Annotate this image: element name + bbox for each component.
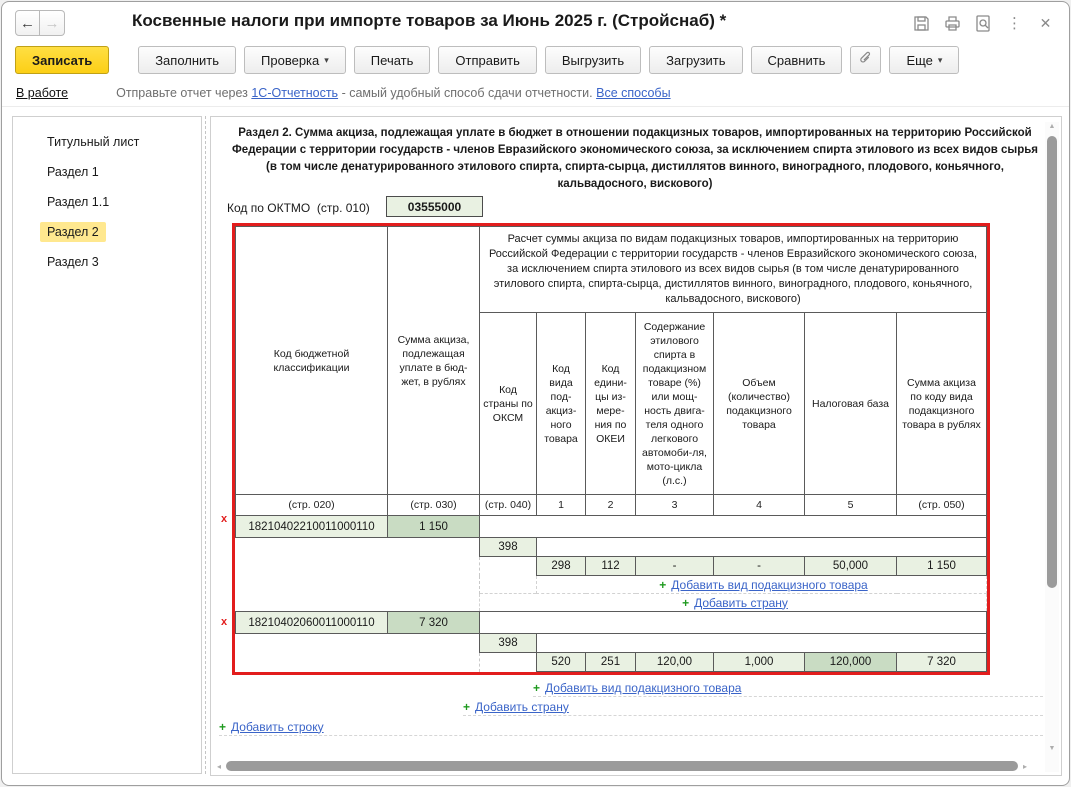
col-header-alcohol-content: Содержание этилового спирта в подакцизном товаре (%) или мощ-ность двига-теля одного легкового автомоби-ля, мото-цикла (л.с.) (636, 313, 714, 495)
unit-cell[interactable]: 251 (586, 653, 636, 672)
add-product-type-link[interactable]: Добавить вид подакцизного товара (671, 577, 868, 592)
all-methods-link[interactable]: Все способы (596, 86, 671, 100)
vertical-scrollbar-thumb[interactable] (1047, 136, 1057, 588)
chevron-down-icon: ▾ (324, 54, 329, 65)
paperclip-icon (858, 51, 873, 69)
country-row (236, 538, 987, 557)
sidebar-item-section-1[interactable]: Раздел 1 (47, 165, 99, 179)
forward-button[interactable] (40, 10, 65, 36)
record-button[interactable]: Записать (15, 46, 109, 74)
titlebar (2, 2, 1069, 42)
volume-cell[interactable]: 1,000 (714, 653, 805, 672)
send-button[interactable]: Отправить (438, 46, 536, 74)
plus-icon: + (463, 699, 471, 714)
plus-icon: + (682, 595, 690, 610)
nav-buttons (15, 10, 65, 36)
product-row (236, 653, 987, 672)
scroll-left-icon[interactable]: ◂ (216, 761, 221, 771)
app-window (1, 1, 1070, 786)
scroll-right-icon[interactable]: ▸ (1022, 761, 1027, 771)
tax-base-cell[interactable]: 120,000 (805, 653, 897, 672)
attachments-button[interactable] (850, 46, 881, 74)
product-type-cell[interactable]: 520 (537, 653, 586, 672)
kbk-row (236, 612, 987, 634)
report-state-link[interactable]: В работе (16, 86, 69, 100)
add-product-type-row (533, 679, 1043, 697)
oktmo-label: Код по ОКТМО (227, 201, 311, 215)
row-refs: (стр. 020) (стр. 030) (стр. 040) 1 2 3 4 5 (стр. 050) (236, 495, 987, 516)
kbk-cell[interactable]: 18210402210011000110 (236, 516, 388, 538)
plus-icon: + (219, 719, 227, 734)
col-header-kbk: Код бюджетной классификации (236, 227, 388, 495)
add-product-type-link[interactable]: Добавить вид подакцизного товара (545, 680, 742, 695)
titlebar-icons (912, 14, 1055, 33)
horizontal-scrollbar[interactable] (214, 759, 1042, 773)
sidebar-item-section-3[interactable]: Раздел 3 (47, 255, 99, 269)
save-icon[interactable] (912, 14, 931, 33)
1c-reporting-link[interactable]: 1С-Отчетность (251, 86, 339, 100)
section-2-panel (210, 116, 1062, 776)
horizontal-scrollbar-thumb[interactable] (226, 761, 1018, 771)
excise-amount-cell[interactable]: 1 150 (897, 557, 987, 576)
tax-base-cell[interactable]: 50,000 (805, 557, 897, 576)
back-button[interactable] (15, 10, 40, 36)
vertical-scrollbar[interactable] (1045, 122, 1059, 772)
status-message: Отправьте отчет через 1С-Отчетность - самый удобный способ сдачи отчетности. Все способы (116, 86, 671, 100)
col-header-volume: Объем (количество) подакцизного товара (714, 313, 805, 495)
delete-row-icon[interactable]: х (221, 616, 228, 628)
chevron-down-icon: ▾ (937, 54, 943, 65)
sidebar-item-section-2[interactable]: Раздел 2 (13, 217, 201, 247)
more-menu-icon[interactable]: ⋮ (1007, 14, 1022, 32)
current-area-highlight (232, 223, 990, 675)
print-icon[interactable] (943, 14, 962, 33)
col-header-unit: Код едини-цы из-мере-ния по ОКЕИ (586, 313, 636, 495)
volume-cell[interactable]: - (714, 557, 805, 576)
col-header-excise-amount: Сумма акциза по коду вида подакцизного товара в рублях (897, 313, 987, 495)
alcohol-content-cell[interactable]: 120,00 (636, 653, 714, 672)
import-button[interactable]: Загрузить (649, 46, 742, 74)
close-icon[interactable]: ✕ (1039, 15, 1052, 31)
preview-search-icon[interactable] (974, 14, 993, 33)
excise-table (235, 226, 987, 672)
table-group-header: Расчет суммы акциза по видам подакцизных товаров, импортированных на территорию Российской Федерации с территории государств - членов Евразийского экономического союза, за исключением спирта этилового из всех видов сырья (в том числе денатурированного этилового спирта, спирта-сырца, дистиллятов винного, виноградного, плодового, коньячного, кальвадосного, вискового) (480, 227, 987, 313)
kbk-cell[interactable]: 18210402060011000110 (236, 612, 388, 634)
amount-cell[interactable]: 7 320 (388, 612, 480, 634)
plus-icon: + (659, 577, 667, 592)
add-row-row (219, 718, 1043, 736)
amount-cell[interactable]: 1 150 (388, 516, 480, 538)
kbk-row (236, 516, 987, 538)
toolbar (2, 44, 1069, 76)
print-button[interactable]: Печать (354, 46, 431, 74)
sidebar-item-section-1-1[interactable]: Раздел 1.1 (47, 195, 110, 209)
product-row (236, 557, 987, 576)
scroll-down-icon[interactable]: ▼ (1048, 745, 1056, 752)
excise-amount-cell[interactable]: 7 320 (897, 653, 987, 672)
check-button[interactable]: Проверка ▾ (244, 46, 346, 74)
add-row-link[interactable]: Добавить строку (231, 719, 324, 734)
alcohol-content-cell[interactable]: - (636, 557, 714, 576)
back-icon: ← (20, 14, 35, 32)
status-row (2, 80, 1069, 107)
oktmo-field[interactable]: 03555000 (386, 196, 483, 217)
compare-button[interactable]: Сравнить (751, 46, 843, 74)
more-button[interactable]: Еще ▾ (889, 46, 959, 74)
oktmo-row (227, 198, 370, 218)
oktmo-ref: (стр. 010) (316, 201, 370, 215)
add-country-row (236, 594, 987, 612)
product-type-cell[interactable]: 298 (537, 557, 586, 576)
add-product-type-row (236, 576, 987, 594)
add-country-link[interactable]: Добавить страну (694, 595, 788, 610)
country-row (236, 634, 987, 653)
col-header-tax-base: Налоговая база (805, 313, 897, 495)
delete-row-icon[interactable]: х (221, 513, 228, 525)
col-header-product-type: Код вида под-акциз-ного товара (537, 313, 586, 495)
col-header-amount: Сумма акциза, подлежащая уплате в бюд-жет, в рублях (388, 227, 480, 495)
export-button[interactable]: Выгрузить (545, 46, 641, 74)
sections-sidebar (12, 116, 202, 774)
section-title: Раздел 2. Сумма акциза, подлежащая уплате в бюджет в отношении подакцизных товаров, импортированных на территорию Российской Федерации с территории государств - членов Евразийского экономического союза, за исключением спирта этилового из всех видов сырья (в том числе денатурированного этилового спирта, спирта-сырца, дистиллятов винного, виноградного, плодового, коньячного, кальвадосного, вискового) (231, 127, 1039, 190)
sidebar-item-title-page[interactable]: Титульный лист (47, 135, 140, 149)
page-title: Косвенные налоги при импорте товаров за Июнь 2025 г. (Стройснаб) * (132, 11, 727, 30)
plus-icon: + (533, 680, 541, 695)
country-code-cell[interactable]: 398 (480, 634, 537, 653)
unit-cell[interactable]: 112 (586, 557, 636, 576)
add-country-link[interactable]: Добавить страну (475, 699, 569, 714)
forward-icon: → (44, 14, 60, 32)
scroll-up-icon[interactable]: ▲ (1048, 123, 1056, 130)
country-code-cell[interactable]: 398 (480, 538, 537, 557)
add-country-row (463, 698, 1043, 716)
panel-splitter[interactable] (205, 116, 206, 774)
col-header-country: Код страны по ОКСМ (480, 313, 537, 495)
fill-button[interactable]: Заполнить (138, 46, 236, 74)
